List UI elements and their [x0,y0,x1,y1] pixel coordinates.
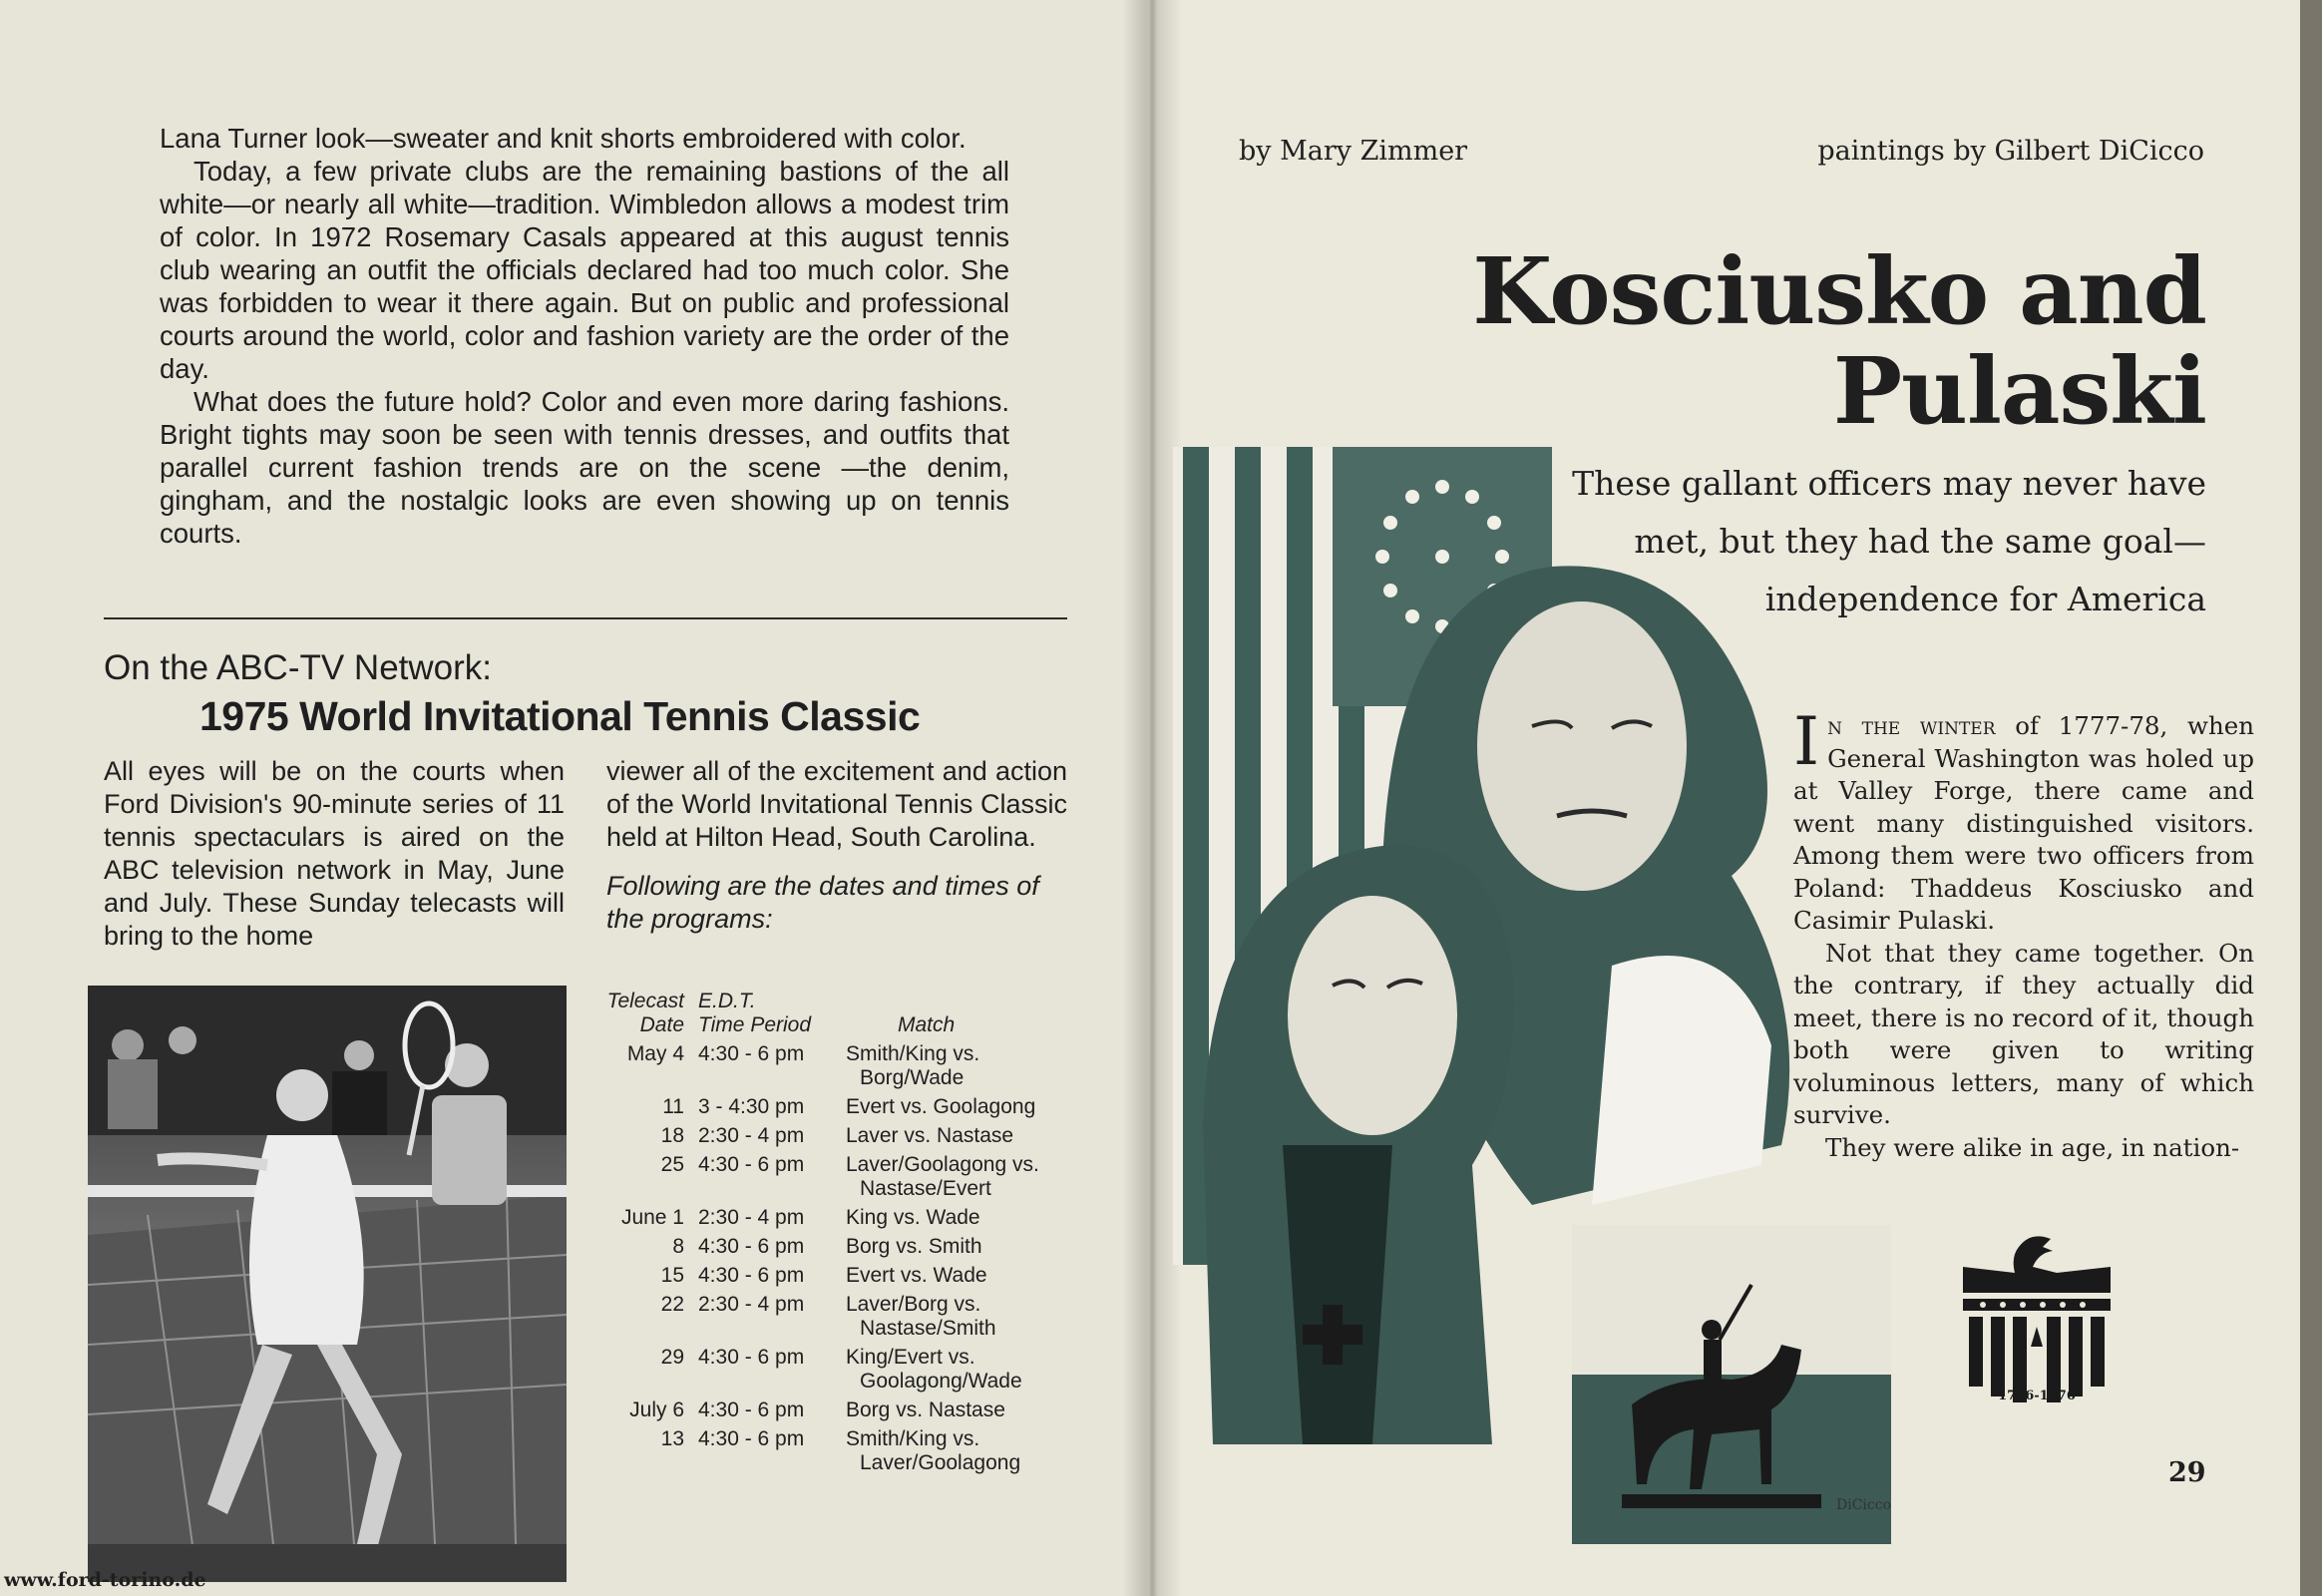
schedule-date: June 1 [620,1206,684,1229]
schedule-time [684,1451,838,1475]
schedule-time: 4:30 - 6 pm [698,1264,805,1287]
schedule-date: 22 [660,1293,684,1316]
bicentennial-eagle-logo-icon [1961,1227,2113,1410]
schedule-row [604,1177,1073,1201]
schedule-time: 4:30 - 6 pm [698,1427,805,1450]
schedule-match: Goolagong/Wade [860,1370,1022,1393]
schedule-row [604,1398,1073,1422]
tennis-photo-image [88,986,567,1582]
schedule-row [604,1095,1073,1119]
schedule-row [604,1042,1073,1066]
schedule-match: Smith/King vs. [846,1427,980,1450]
article-deck: These gallant officers may never have met, but they had the same goal— independence for America [1572,464,2206,618]
schedule-time: 3 - 4:30 pm [698,1095,805,1118]
schedule-match: Laver/Goolagong [860,1451,1021,1474]
schedule-row [604,1346,1073,1370]
page-edge [2300,0,2322,1596]
headline-line-1: Kosciusko and [1472,237,2206,345]
tennis-photo [88,986,567,1582]
intro-paragraph-1: Lana Turner look—sweater and knit shorts embroidered with color. [160,123,967,154]
schedule-time: 4:30 - 6 pm [698,1042,805,1065]
schedule-row [604,1317,1073,1341]
page-number: 29 [2168,1457,2206,1488]
schedule-match: Evert vs. Wade [846,1264,987,1287]
schedule-match: Borg vs. Nastase [846,1398,1005,1421]
schedule-match: Laver/Goolagong vs. [846,1153,1039,1176]
schedule-table [604,990,1073,1475]
schedule-date: 29 [660,1346,684,1369]
schedule-time: 4:30 - 6 pm [698,1398,805,1421]
schedule-date [604,1451,684,1475]
schedule-row [604,1370,1073,1394]
schedule-date: 8 [672,1235,684,1258]
headline-line-2: Pulaski [1832,337,2206,445]
schedule-header-row-2 [604,1013,1073,1037]
intro-paragraph-3: What does the future hold? Color and even more daring fashions. Bright tights may soon be seen with tennis dresses, and outfits that parallel current fashion trends are on the scene —the denim, gingham, and the nostalgic looks are even showing up on tennis courts. [160,386,1009,549]
schedule-rows [604,1037,1073,1475]
schedule-time: 2:30 - 4 pm [698,1293,805,1316]
schedule-match: Borg/Wade [860,1066,965,1089]
schedule-date [604,1317,684,1341]
header-edt: E.D.T. [698,990,756,1012]
schedule-date [604,1370,684,1394]
schedule-row [604,1235,1073,1259]
schedule-row [604,1153,1073,1177]
body-paragraph-1-rest: of 1777-78, when General Washington was holed up at Valley Forge, there came and went many distinguished visitors. Among them were two officers from Poland: Thaddeus Kosciusko and Casimir Pulaski. [1793,711,2254,935]
schedule-time [684,1317,838,1341]
schedule-match: Nastase/Smith [860,1317,996,1340]
intro-paragraph-2: Today, a few private clubs are the remaining bastions of the all white—or nearly all white—tradition. Wimbledon allows a modest trim of color. In 1972 Rosemary Casals appeared at this august tennis club wearing an outfit the officials declared had too much color. She was forbidden to wear it there again. But on public and professional courts around the world, color and fashion variety are the order of the day. [160,156,1009,384]
body-paragraph-3: They were alike in age, in nation- [1825,1132,2240,1162]
schedule-time: 4:30 - 6 pm [698,1346,805,1369]
schedule-date: 18 [660,1124,684,1147]
schedule-row [604,1206,1073,1230]
schedule-row [604,1293,1073,1317]
intro-text [160,122,1009,550]
schedule-time: 2:30 - 4 pm [698,1206,805,1229]
schedule-time [684,1370,838,1394]
schedule-match: Laver/Borg vs. [846,1293,981,1316]
schedule-intro: Following are the dates and times of the programs: [606,871,1039,934]
schedule-date: 13 [660,1427,684,1450]
schedule-time: 4:30 - 6 pm [698,1235,805,1258]
schedule-match: Evert vs. Goolagong [846,1095,1036,1118]
header-date: Date [639,1013,684,1036]
schedule-time [684,1066,838,1090]
body-lead-smallcaps: n the winter [1827,711,1996,740]
schedule-date: July 6 [629,1398,684,1421]
drop-cap: I [1793,703,1820,780]
body-paragraph-2: Not that they came together. On the contrary, if they actually did meet, there is no record of it, though both were given to writing voluminous letters, many of which survive. [1793,938,2254,1129]
schedule-date: 25 [660,1153,684,1176]
header-match: Match [898,1013,956,1036]
schedule-time [684,1177,838,1201]
schedule-match: King/Evert vs. [846,1346,975,1369]
schedule-date [604,1177,684,1201]
schedule-match: Nastase/Evert [860,1177,991,1200]
schedule-row [604,1066,1073,1090]
schedule-time: 4:30 - 6 pm [698,1153,805,1176]
article-headline [1448,237,2206,445]
schedule-date: May 4 [626,1042,684,1065]
schedule-header-row-1 [604,990,1073,1013]
portrait-illustration [1173,447,1901,1544]
section-subtitle: On the ABC-TV Network: [104,648,493,687]
schedule-match: Smith/King vs. [846,1042,980,1065]
byline: by Mary Zimmer [1239,136,1468,167]
article-body [1793,703,2254,1164]
schedule-time: 2:30 - 4 pm [698,1124,805,1147]
painting-signature: DiCicco [1836,1497,1892,1513]
body-paragraph-1 [1793,703,2254,938]
schedule-match: King vs. Wade [846,1206,980,1229]
schedule-row [604,1427,1073,1451]
paintings-credit: paintings by Gilbert DiCicco [1817,136,2204,167]
schedule-row [604,1264,1073,1288]
schedule-match: Borg vs. Smith [846,1235,982,1258]
article-column-1: All eyes will be on the courts when Ford Division's 90-minute series of 11 tennis spectaculars is aired on the ABC television network in May, June and July. These Sunday telecasts will bring to the home [104,756,565,951]
article-column-2 [606,755,1067,936]
schedule-row [604,1451,1073,1475]
watermark-credit: www.ford-torino.de [4,1569,206,1591]
schedule-row [604,1124,1073,1148]
header-time-period: Time Period [698,1013,812,1036]
column-2-text: viewer all of the excitement and action of the World Invitational Tennis Classic held at Hilton Head, South Carolina. [606,756,1067,852]
schedule-date: 15 [660,1264,684,1287]
schedule-date [604,1066,684,1090]
schedule-match: Laver vs. Nastase [846,1124,1014,1147]
logo-years: 1776-1976 [1998,1389,2076,1403]
left-page [0,0,1147,1596]
schedule-date: 11 [662,1095,684,1118]
header-telecast: Telecast [606,990,684,1012]
section-divider [104,617,1067,619]
section-title: 1975 World Invitational Tennis Classic [199,693,921,739]
